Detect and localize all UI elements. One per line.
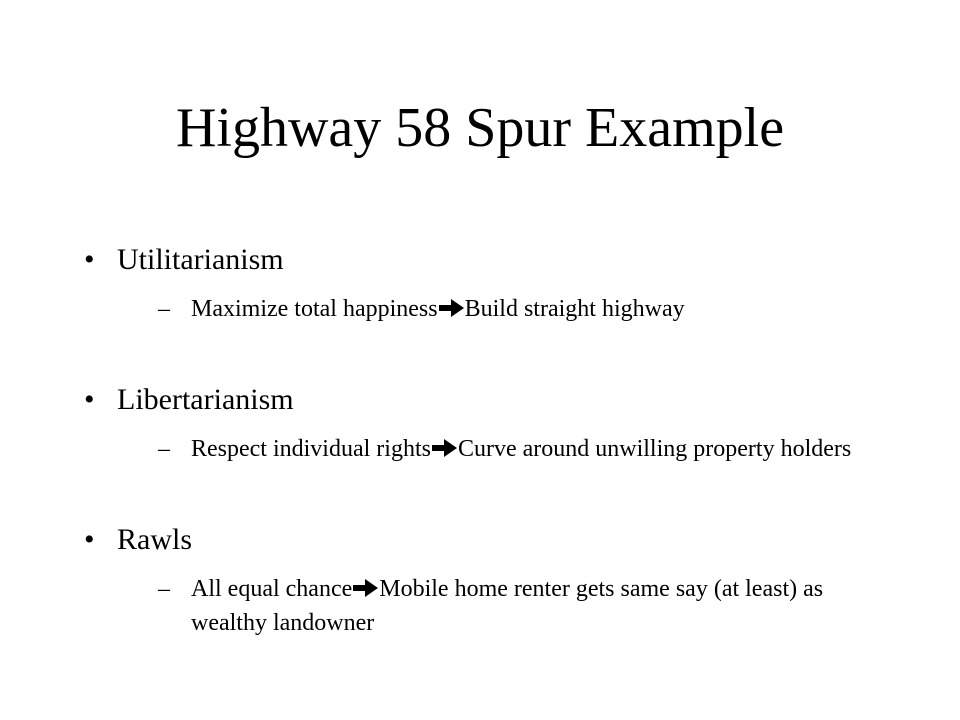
bullet-rawls xyxy=(84,520,904,640)
slide-body xyxy=(84,240,904,640)
sub-bullet-premise: All equal chance xyxy=(191,576,353,602)
bullet-heading: Rawls xyxy=(117,523,192,556)
sub-bullet-premise: Respect individual rights xyxy=(191,436,431,462)
sub-bullet-dash: – xyxy=(158,296,170,322)
sub-bullet-dash: – xyxy=(158,576,170,602)
bullet-dot: • xyxy=(84,243,95,276)
sub-bullet xyxy=(117,572,904,640)
sub-bullet-conclusion: Mobile home renter gets same say (at least) as wealthy landowner xyxy=(191,576,824,636)
sub-bullet-dash: – xyxy=(158,436,170,462)
slide-title: Highway 58 Spur Example xyxy=(175,97,785,159)
sub-bullet xyxy=(117,432,904,466)
sub-bullet-premise: Maximize total happiness xyxy=(191,296,438,322)
bullet-dot: • xyxy=(84,383,95,416)
bullet-heading: Libertarianism xyxy=(117,383,294,416)
bullet-utilitarianism xyxy=(84,240,904,326)
bullet-dot: • xyxy=(84,523,95,556)
sub-bullet xyxy=(117,292,904,326)
bullet-heading: Utilitarianism xyxy=(117,243,284,276)
right-arrow-icon xyxy=(432,438,458,458)
bullet-libertarianism xyxy=(84,380,904,466)
right-arrow-icon xyxy=(439,298,465,318)
right-arrow-icon xyxy=(353,578,379,598)
sub-bullet-conclusion: Curve around unwilling property holders xyxy=(457,436,852,462)
sub-bullet-conclusion: Build straight highway xyxy=(464,296,685,322)
